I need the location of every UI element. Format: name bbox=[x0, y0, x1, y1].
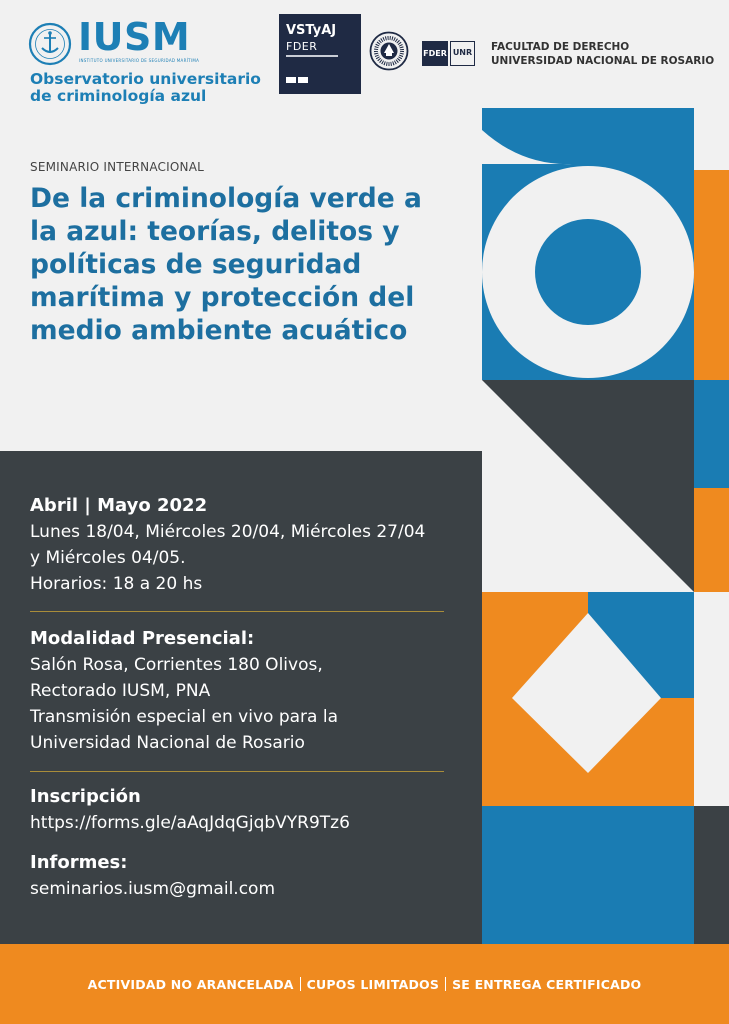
inscripcion-link[interactable]: https://forms.gle/aAqJdqGjqbVYR9Tz6 bbox=[30, 813, 350, 833]
vstyaj-logo-title: VSTyAJ bbox=[286, 23, 337, 38]
divider bbox=[30, 611, 444, 612]
modalidad-line: Salón Rosa, Corrientes 180 Olivos, bbox=[30, 655, 323, 675]
universidad-nacional-rosario-seal-icon bbox=[369, 31, 409, 71]
footer-item-certificado: SE ENTREGA CERTIFICADO bbox=[452, 977, 642, 992]
seminar-title-line: políticas de seguridad bbox=[30, 249, 362, 280]
info-panel bbox=[0, 451, 482, 944]
modalidad-heading: Modalidad Presencial: bbox=[30, 628, 255, 649]
iusm-logo-subtitle: INSTITUTO UNIVERSITARIO DE SEGURIDAD MARÍTIMA bbox=[79, 58, 200, 63]
seminar-title bbox=[30, 182, 430, 347]
observatorio-title bbox=[30, 71, 261, 105]
seminar-kicker: SEMINARIO INTERNACIONAL bbox=[30, 160, 204, 174]
footer-banner bbox=[0, 944, 729, 1024]
facultad-line-1: FACULTAD DE DERECHO bbox=[491, 41, 630, 53]
informes-email[interactable]: seminarios.iusm@gmail.com bbox=[30, 879, 276, 899]
geo-orange-right-2 bbox=[694, 488, 729, 592]
vstyaj-logo bbox=[279, 14, 361, 94]
footer-item-cupos: CUPOS LIMITADOS bbox=[306, 977, 440, 992]
vstyaj-logo-mark-1 bbox=[286, 77, 296, 83]
divider bbox=[30, 771, 444, 772]
geometric-decoration bbox=[482, 108, 729, 944]
geo-orange-right-1 bbox=[694, 170, 729, 380]
facultad-line-2: UNIVERSIDAD NACIONAL DE ROSARIO bbox=[491, 55, 715, 67]
hours: Horarios: 18 a 20 hs bbox=[30, 574, 203, 594]
footer-item-no-arancelada: ACTIVIDAD NO ARANCELADA bbox=[87, 977, 294, 992]
observatorio-line-1: Observatorio universitario bbox=[30, 70, 261, 88]
footer-separator bbox=[445, 977, 446, 991]
footer-separator bbox=[300, 977, 301, 991]
dates-line-1: Lunes 18/04, Miércoles 20/04, Miércoles 27/04 bbox=[30, 522, 426, 542]
inscripcion-heading: Inscripción bbox=[30, 786, 141, 807]
modalidad-line: Rectorado IUSM, PNA bbox=[30, 681, 211, 701]
footer-text bbox=[0, 977, 729, 992]
vstyaj-logo-mark-2 bbox=[298, 77, 308, 83]
dates-heading: Abril | Mayo 2022 bbox=[30, 495, 208, 516]
facultad-heading bbox=[491, 40, 714, 68]
seminar-title-line: marítima y protección del bbox=[30, 282, 415, 313]
vstyaj-logo-subtitle: FDER bbox=[286, 40, 318, 53]
geo-white-right bbox=[694, 592, 729, 806]
prefectura-seal-anchor-icon bbox=[28, 22, 72, 66]
fder-badge: FDER bbox=[422, 41, 448, 66]
observatorio-line-2: de criminología azul bbox=[30, 87, 207, 105]
seminar-title-line: la azul: teorías, delitos y bbox=[30, 216, 400, 247]
informes-heading: Informes: bbox=[30, 852, 128, 873]
seminar-title-line: De la criminología verde a bbox=[30, 183, 422, 214]
vstyaj-logo-rule bbox=[286, 55, 338, 57]
unr-badge: UNR bbox=[450, 41, 475, 66]
seminar-title-line: medio ambiente acuático bbox=[30, 315, 408, 346]
modalidad-line: Transmisión especial en vivo para la bbox=[30, 707, 338, 727]
geo-bottom-dark bbox=[694, 806, 729, 944]
geo-ring-core bbox=[535, 219, 641, 325]
geo-blue-right-2 bbox=[694, 380, 729, 488]
dates-line-2: y Miércoles 04/05. bbox=[30, 548, 186, 568]
geo-bottom-blue bbox=[482, 806, 694, 944]
modalidad-line: Universidad Nacional de Rosario bbox=[30, 733, 305, 753]
iusm-logo-word: IUSM bbox=[78, 15, 191, 59]
